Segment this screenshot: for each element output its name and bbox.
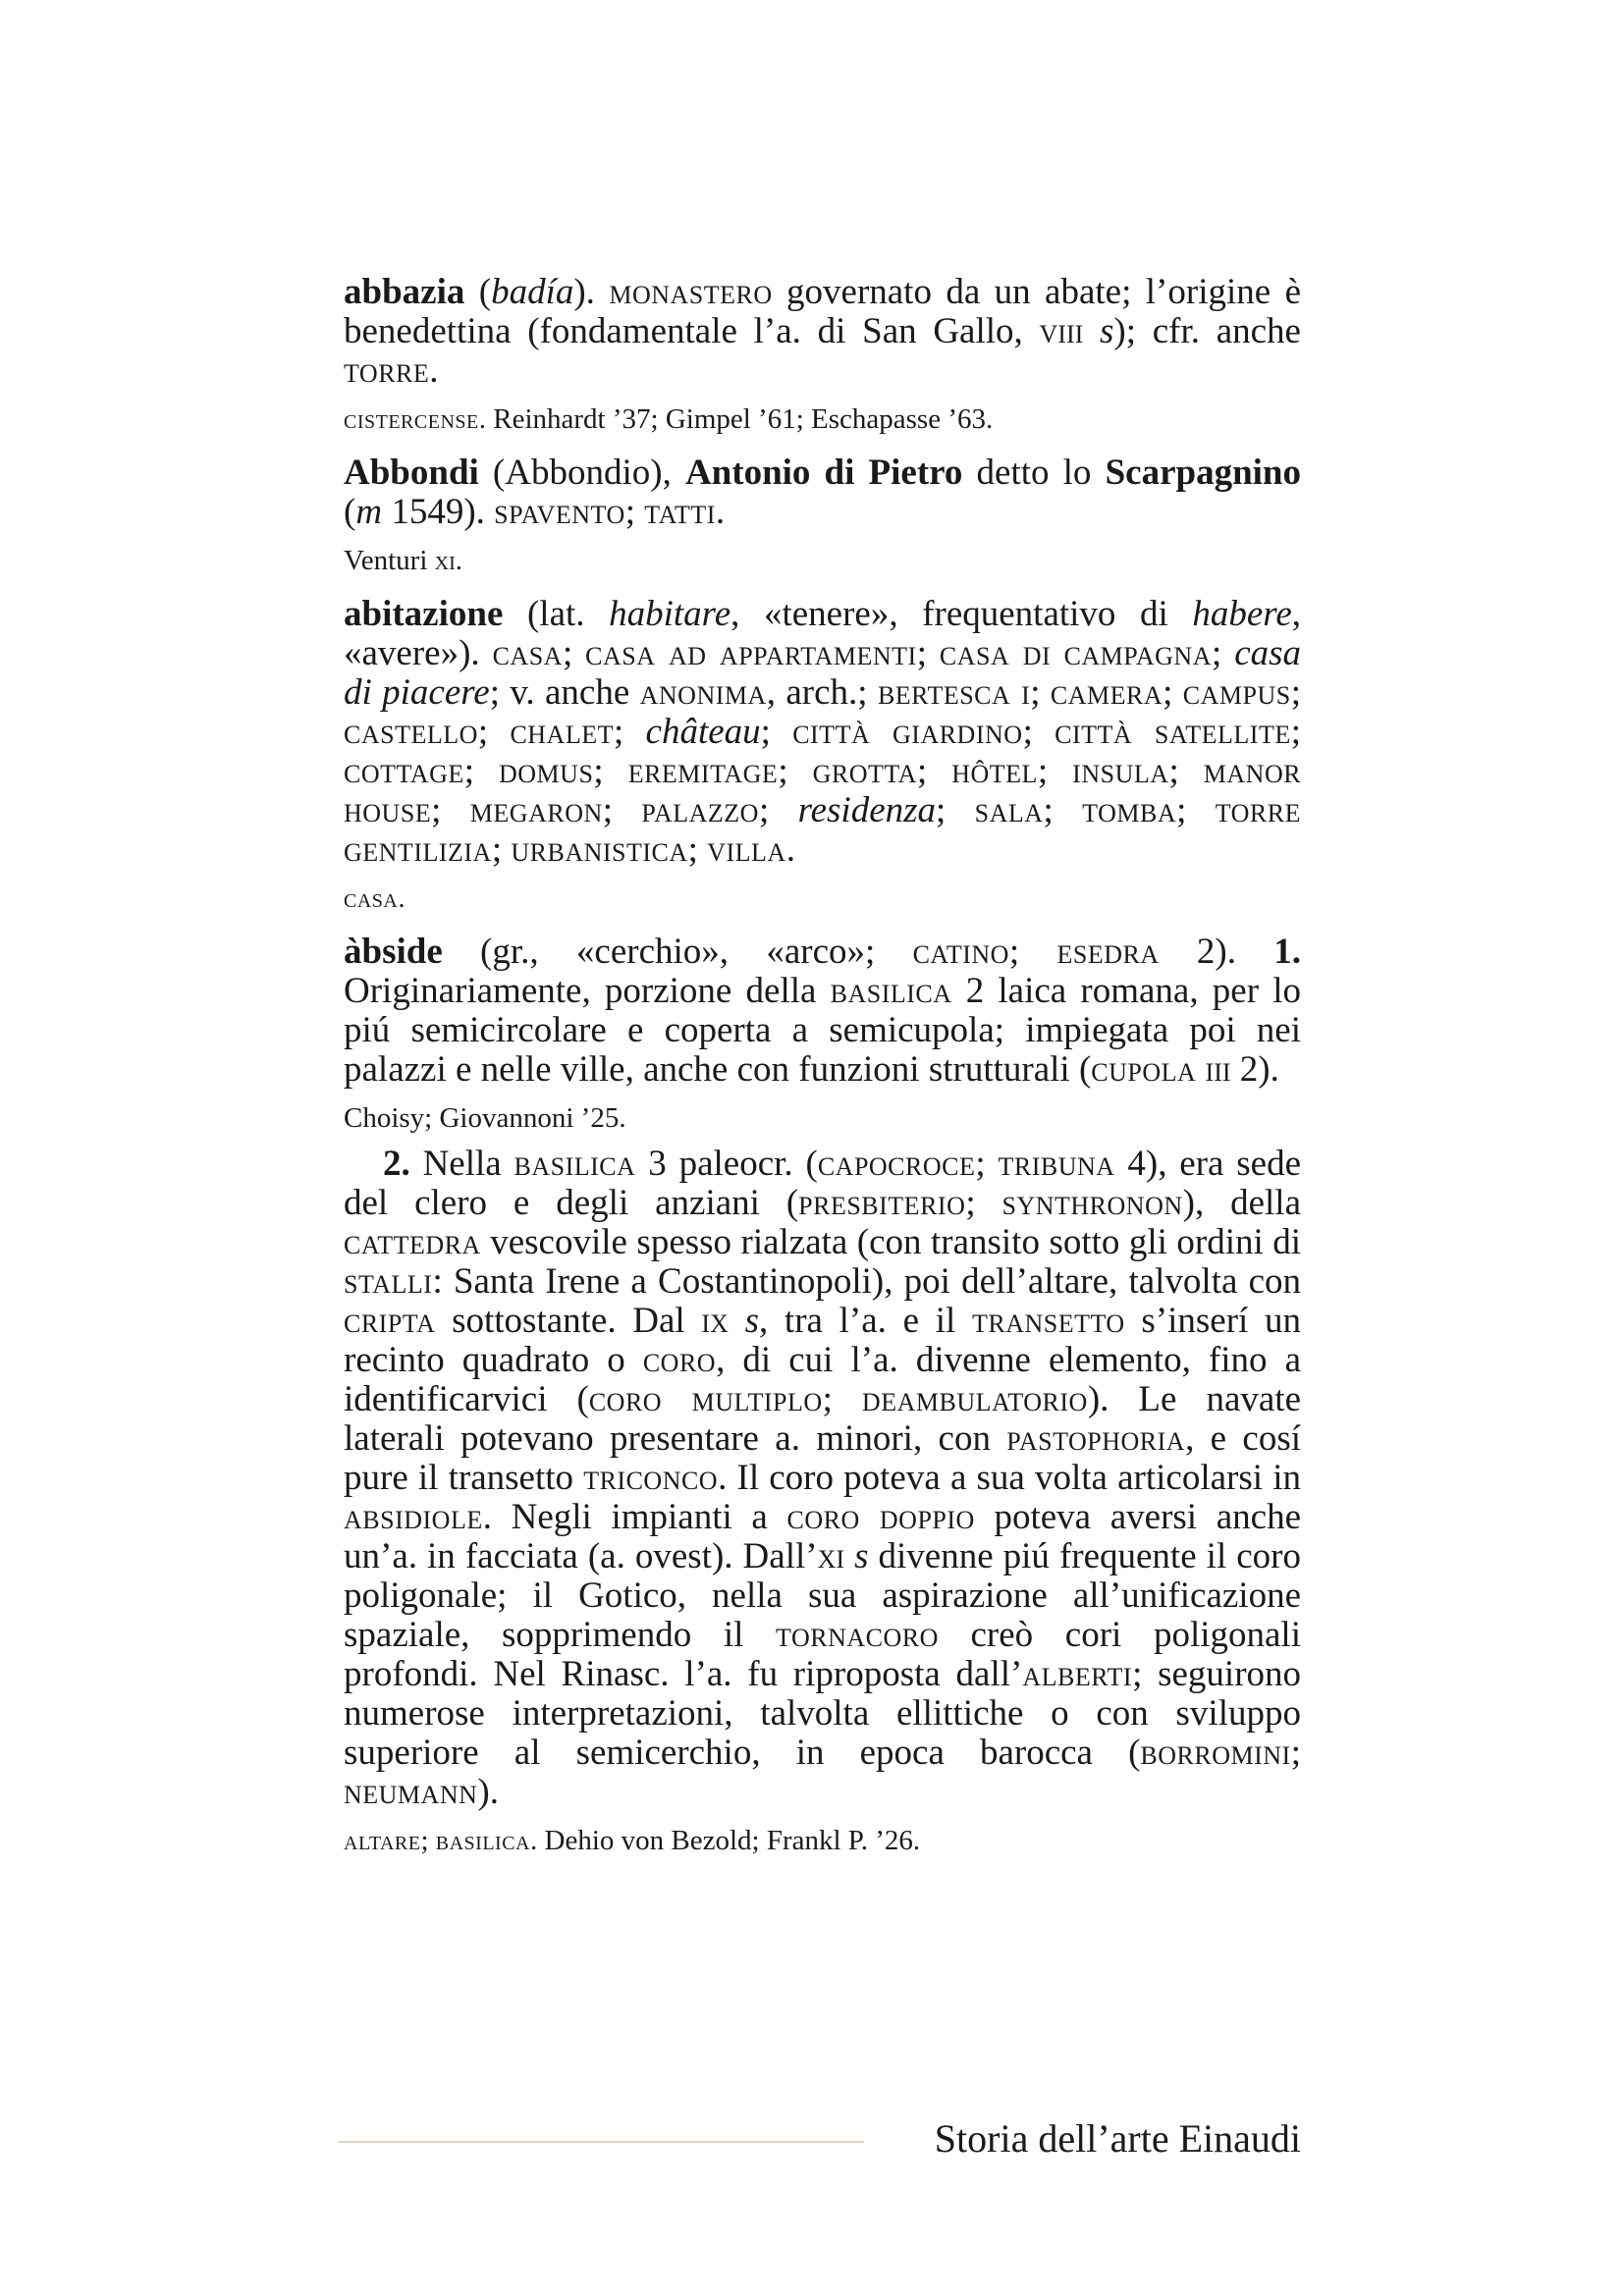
text-run: ; bbox=[1022, 712, 1055, 752]
text-run: . bbox=[455, 545, 462, 576]
text-run: ; bbox=[1211, 633, 1235, 673]
text-run: città giardino bbox=[792, 712, 1023, 752]
text-run: transetto bbox=[971, 1301, 1125, 1341]
entry-abbondi-references bbox=[344, 544, 1301, 577]
text-run: cupola bbox=[1091, 1049, 1197, 1090]
text-run: , tra l’a. e il bbox=[758, 1301, 972, 1341]
text-run: (Abbondio), bbox=[478, 453, 685, 493]
text-run: pastophoria bbox=[1006, 1418, 1186, 1459]
text-run: xi bbox=[434, 545, 456, 576]
text-run: m bbox=[355, 492, 383, 532]
text-run: borromini bbox=[1140, 1733, 1291, 1773]
text-run: ; bbox=[1290, 672, 1302, 713]
text-run: (gr., «cerchio», «arco»; bbox=[442, 932, 913, 972]
entry-abside-references bbox=[344, 1824, 1301, 1857]
text-run: basilica bbox=[830, 971, 952, 1011]
text-run: coro multiplo bbox=[588, 1379, 823, 1419]
text-run: eremitage bbox=[627, 751, 779, 791]
text-run bbox=[1083, 311, 1100, 351]
text-run: casa ad appartamenti bbox=[585, 633, 917, 673]
text-run: detto lo bbox=[962, 453, 1106, 493]
text-run: 2 laica romana, per lo piú semicircolare e coperta a semicupola; impiegata poi nei palazzi e nelle ville, anche con funzioni strutturali ( bbox=[344, 971, 1301, 1090]
text-run: anonima bbox=[639, 672, 767, 713]
entry-abitazione-text bbox=[344, 595, 1301, 870]
text-run: habere bbox=[1192, 594, 1292, 634]
text-run: deambulatorio bbox=[861, 1379, 1088, 1419]
text-run: . bbox=[429, 350, 439, 391]
text-run: ; bbox=[965, 1183, 1002, 1223]
text-run: ; bbox=[602, 790, 642, 830]
text-run: esedra bbox=[1056, 932, 1160, 972]
text-run: urbanistica bbox=[511, 829, 688, 870]
text-run: synthronon bbox=[1001, 1183, 1183, 1223]
text-run: villa bbox=[707, 829, 786, 870]
text-run: 2). bbox=[1159, 932, 1274, 972]
text-run: camera bbox=[1050, 672, 1163, 713]
text-run: : Santa Irene a Costantinopoli), poi dell’altare, talvolta con bbox=[432, 1261, 1301, 1302]
text-run: basilica bbox=[514, 1144, 636, 1184]
text-run: bertesca i bbox=[877, 672, 1031, 713]
text-run: spavento bbox=[494, 492, 625, 532]
text-run: capocroce bbox=[817, 1144, 976, 1184]
entry-abside-text-2 bbox=[344, 1145, 1301, 1812]
text-run: . Negli impianti a bbox=[482, 1497, 787, 1537]
text-run: . Reinhardt ’37; Gimpel ’61; Eschapasse ’63. bbox=[478, 403, 994, 435]
text-run: ; bbox=[463, 751, 499, 791]
page-footer bbox=[339, 2115, 1301, 2164]
text-run: s bbox=[854, 1536, 869, 1576]
text-run: ; bbox=[593, 751, 628, 791]
entry-abbondi-text bbox=[344, 454, 1301, 532]
text-run: coro doppio bbox=[786, 1497, 975, 1537]
text-run: domus bbox=[499, 751, 594, 791]
text-run: ; bbox=[1037, 751, 1073, 791]
text-run: hôtel bbox=[951, 751, 1038, 791]
text-run: ; bbox=[431, 790, 470, 830]
entry-abbazia-text bbox=[344, 273, 1301, 391]
text-run: Choisy; Giovannoni ’25. bbox=[344, 1102, 626, 1134]
text-run: badía bbox=[491, 272, 574, 312]
text-run: . Dehio von Bezold; Frankl P. ’26. bbox=[530, 1825, 921, 1856]
text-run bbox=[1196, 1049, 1205, 1090]
dictionary-page bbox=[344, 273, 1301, 1867]
text-run: ; bbox=[975, 1144, 999, 1184]
text-run: habitare bbox=[609, 594, 731, 634]
text-run: castello bbox=[344, 712, 478, 752]
text-run: ; bbox=[760, 712, 793, 752]
text-run: casa bbox=[344, 882, 399, 914]
text-run: divenne piú frequente il coro poligonale; il Gotico, nella sua aspirazione all’unificazione spaziale, sopprimendo il bbox=[344, 1536, 1301, 1655]
text-run: ; bbox=[758, 790, 798, 830]
text-run: abbazia bbox=[344, 272, 465, 312]
text-run: 3 paleocr. ( bbox=[635, 1144, 818, 1184]
text-run: cistercense bbox=[344, 403, 479, 435]
text-run: ; bbox=[1030, 672, 1051, 713]
text-run: residenza bbox=[797, 790, 937, 830]
text-run: ); cfr. anche bbox=[1113, 311, 1301, 351]
text-run: triconco bbox=[583, 1458, 719, 1498]
text-run: ; bbox=[477, 712, 511, 752]
text-run: torre gentilizia bbox=[344, 790, 1301, 870]
text-run: sala bbox=[974, 790, 1044, 830]
text-run: tribuna bbox=[998, 1144, 1115, 1184]
text-run: catino bbox=[912, 932, 1009, 972]
text-run: ; bbox=[613, 712, 646, 752]
text-run: insula bbox=[1072, 751, 1169, 791]
text-run: iii bbox=[1205, 1049, 1231, 1090]
text-run: Originariamente, porzione della bbox=[344, 971, 831, 1011]
text-run: Scarpagnino bbox=[1105, 453, 1301, 493]
entry-abside bbox=[344, 933, 1301, 1857]
text-run: governato da un abate; l’origine è benedettina (fondamentale l’a. di San Gallo, bbox=[344, 272, 1301, 351]
text-run: tornacoro bbox=[776, 1615, 939, 1655]
text-run: , «avere»). bbox=[344, 594, 1301, 673]
text-run: . bbox=[398, 882, 406, 914]
text-run: basilica bbox=[435, 1825, 530, 1856]
text-run: cottage bbox=[344, 751, 464, 791]
text-run: abitazione bbox=[344, 594, 504, 634]
text-run: tatti bbox=[644, 492, 716, 532]
entry-abbazia-references bbox=[344, 402, 1301, 436]
text-run: . Il coro poteva a sua volta articolarsi in bbox=[718, 1458, 1301, 1498]
text-run: viii bbox=[1039, 311, 1084, 351]
text-run: ( bbox=[344, 492, 356, 532]
text-run: ; v. anche bbox=[489, 672, 640, 713]
text-run: Venturi bbox=[344, 545, 435, 576]
text-run: ix bbox=[701, 1301, 729, 1341]
text-run: neumann bbox=[344, 1772, 478, 1812]
entry-abitazione bbox=[344, 595, 1301, 915]
text-run: ). bbox=[573, 272, 610, 312]
text-run: casa di campagna bbox=[939, 633, 1212, 673]
text-run: ). bbox=[477, 1772, 499, 1812]
text-run: . bbox=[785, 829, 795, 870]
entry-abbazia bbox=[344, 273, 1301, 436]
text-run: cattedra bbox=[344, 1222, 481, 1262]
footer-title: Storia dell’arte Einaudi bbox=[934, 2116, 1301, 2161]
text-run: altare bbox=[344, 1825, 421, 1856]
text-run: ; bbox=[1290, 1733, 1301, 1773]
text-run: 2). bbox=[1230, 1049, 1279, 1090]
text-run: torre bbox=[344, 350, 430, 391]
text-run: ( bbox=[464, 272, 492, 312]
text-run: casa di piacere bbox=[344, 633, 1302, 713]
text-run: Abbondi bbox=[344, 453, 479, 493]
entry-abitazione-references bbox=[344, 881, 1301, 915]
text-run: vescovile spesso rialzata (con transito sotto gli ordini di bbox=[480, 1222, 1301, 1262]
text-run: ; bbox=[687, 829, 708, 870]
text-run: , e cosí pure il transetto bbox=[344, 1418, 1301, 1498]
text-run: coro bbox=[642, 1340, 717, 1380]
text-run: . bbox=[715, 492, 726, 532]
text-run: àbside bbox=[344, 932, 443, 972]
text-run: , arch.; bbox=[766, 672, 878, 713]
text-run: ; bbox=[822, 1379, 862, 1419]
text-run: ; bbox=[624, 492, 645, 532]
text-run: ; bbox=[562, 633, 586, 673]
text-run: s’inserí un recinto quadrato o bbox=[344, 1301, 1302, 1380]
text-run: ; bbox=[491, 829, 512, 870]
text-run: sottostante. Dal bbox=[435, 1301, 702, 1341]
text-run: ; seguirono numerose interpretazioni, talvolta ellittiche o con sviluppo superiore al semicerchio, in epoca barocca ( bbox=[344, 1654, 1302, 1773]
text-run: ), della bbox=[1182, 1183, 1302, 1223]
text-run: cripta bbox=[344, 1301, 436, 1341]
entry-abside-references-mid bbox=[344, 1101, 1301, 1135]
footer-rule bbox=[339, 2141, 864, 2143]
text-run: , di cui l’a. divenne elemento, fino a identificarvici ( bbox=[344, 1340, 1301, 1419]
text-run: absidiole bbox=[344, 1497, 483, 1537]
text-run: megaron bbox=[469, 790, 603, 830]
text-run: ; bbox=[916, 751, 952, 791]
text-run: (lat. bbox=[503, 594, 610, 634]
text-run: 1. bbox=[1273, 932, 1302, 972]
text-run bbox=[729, 1301, 745, 1341]
text-run: ; bbox=[778, 751, 813, 791]
text-run: ; bbox=[420, 1825, 436, 1856]
text-run: ; bbox=[916, 633, 940, 673]
text-run: ; bbox=[1290, 712, 1301, 752]
text-run: ; bbox=[1043, 790, 1083, 830]
text-run: château bbox=[645, 712, 761, 752]
text-run: Nella bbox=[409, 1144, 514, 1184]
text-run: ). Le navate laterali potevano presentare a. minori, con bbox=[344, 1379, 1301, 1459]
text-run: chalet bbox=[510, 712, 614, 752]
text-run: 2. bbox=[383, 1144, 410, 1184]
text-run: poteva aversi anche un’a. in facciata (a. ovest). Dall’ bbox=[344, 1497, 1301, 1576]
text-run: ; bbox=[1168, 751, 1204, 791]
text-run: manor house bbox=[344, 751, 1302, 830]
text-run: casa bbox=[492, 633, 563, 673]
text-run: tomba bbox=[1082, 790, 1177, 830]
text-run: città satellite bbox=[1055, 712, 1291, 752]
text-run: presbiterio bbox=[798, 1183, 966, 1223]
text-run bbox=[844, 1536, 854, 1576]
text-run: Antonio di Pietro bbox=[684, 453, 963, 493]
entry-abside-text-1 bbox=[344, 933, 1301, 1090]
text-run: 1549). bbox=[382, 492, 495, 532]
text-run: ; bbox=[1176, 790, 1216, 830]
text-run: grotta bbox=[812, 751, 917, 791]
text-run: palazzo bbox=[641, 790, 759, 830]
text-run: , «tenere», frequentativo di bbox=[730, 594, 1193, 634]
text-run: 4), era sede del clero e degli anziani ( bbox=[344, 1144, 1302, 1223]
text-run: campus bbox=[1182, 672, 1291, 713]
text-run: s bbox=[1100, 311, 1114, 351]
text-run: stalli bbox=[344, 1261, 433, 1302]
entry-abbondi bbox=[344, 454, 1301, 577]
text-run: s bbox=[744, 1301, 759, 1341]
text-run: monastero bbox=[609, 272, 773, 312]
text-run: creò cori poligonali profondi. Nel Rinasc. l’a. fu riproposta dall’ bbox=[344, 1615, 1301, 1694]
text-run: alberti bbox=[1022, 1654, 1133, 1694]
text-run: ; bbox=[1163, 672, 1183, 713]
text-run: xi bbox=[817, 1536, 845, 1576]
text-run: ; bbox=[1008, 932, 1057, 972]
text-run: ; bbox=[936, 790, 975, 830]
